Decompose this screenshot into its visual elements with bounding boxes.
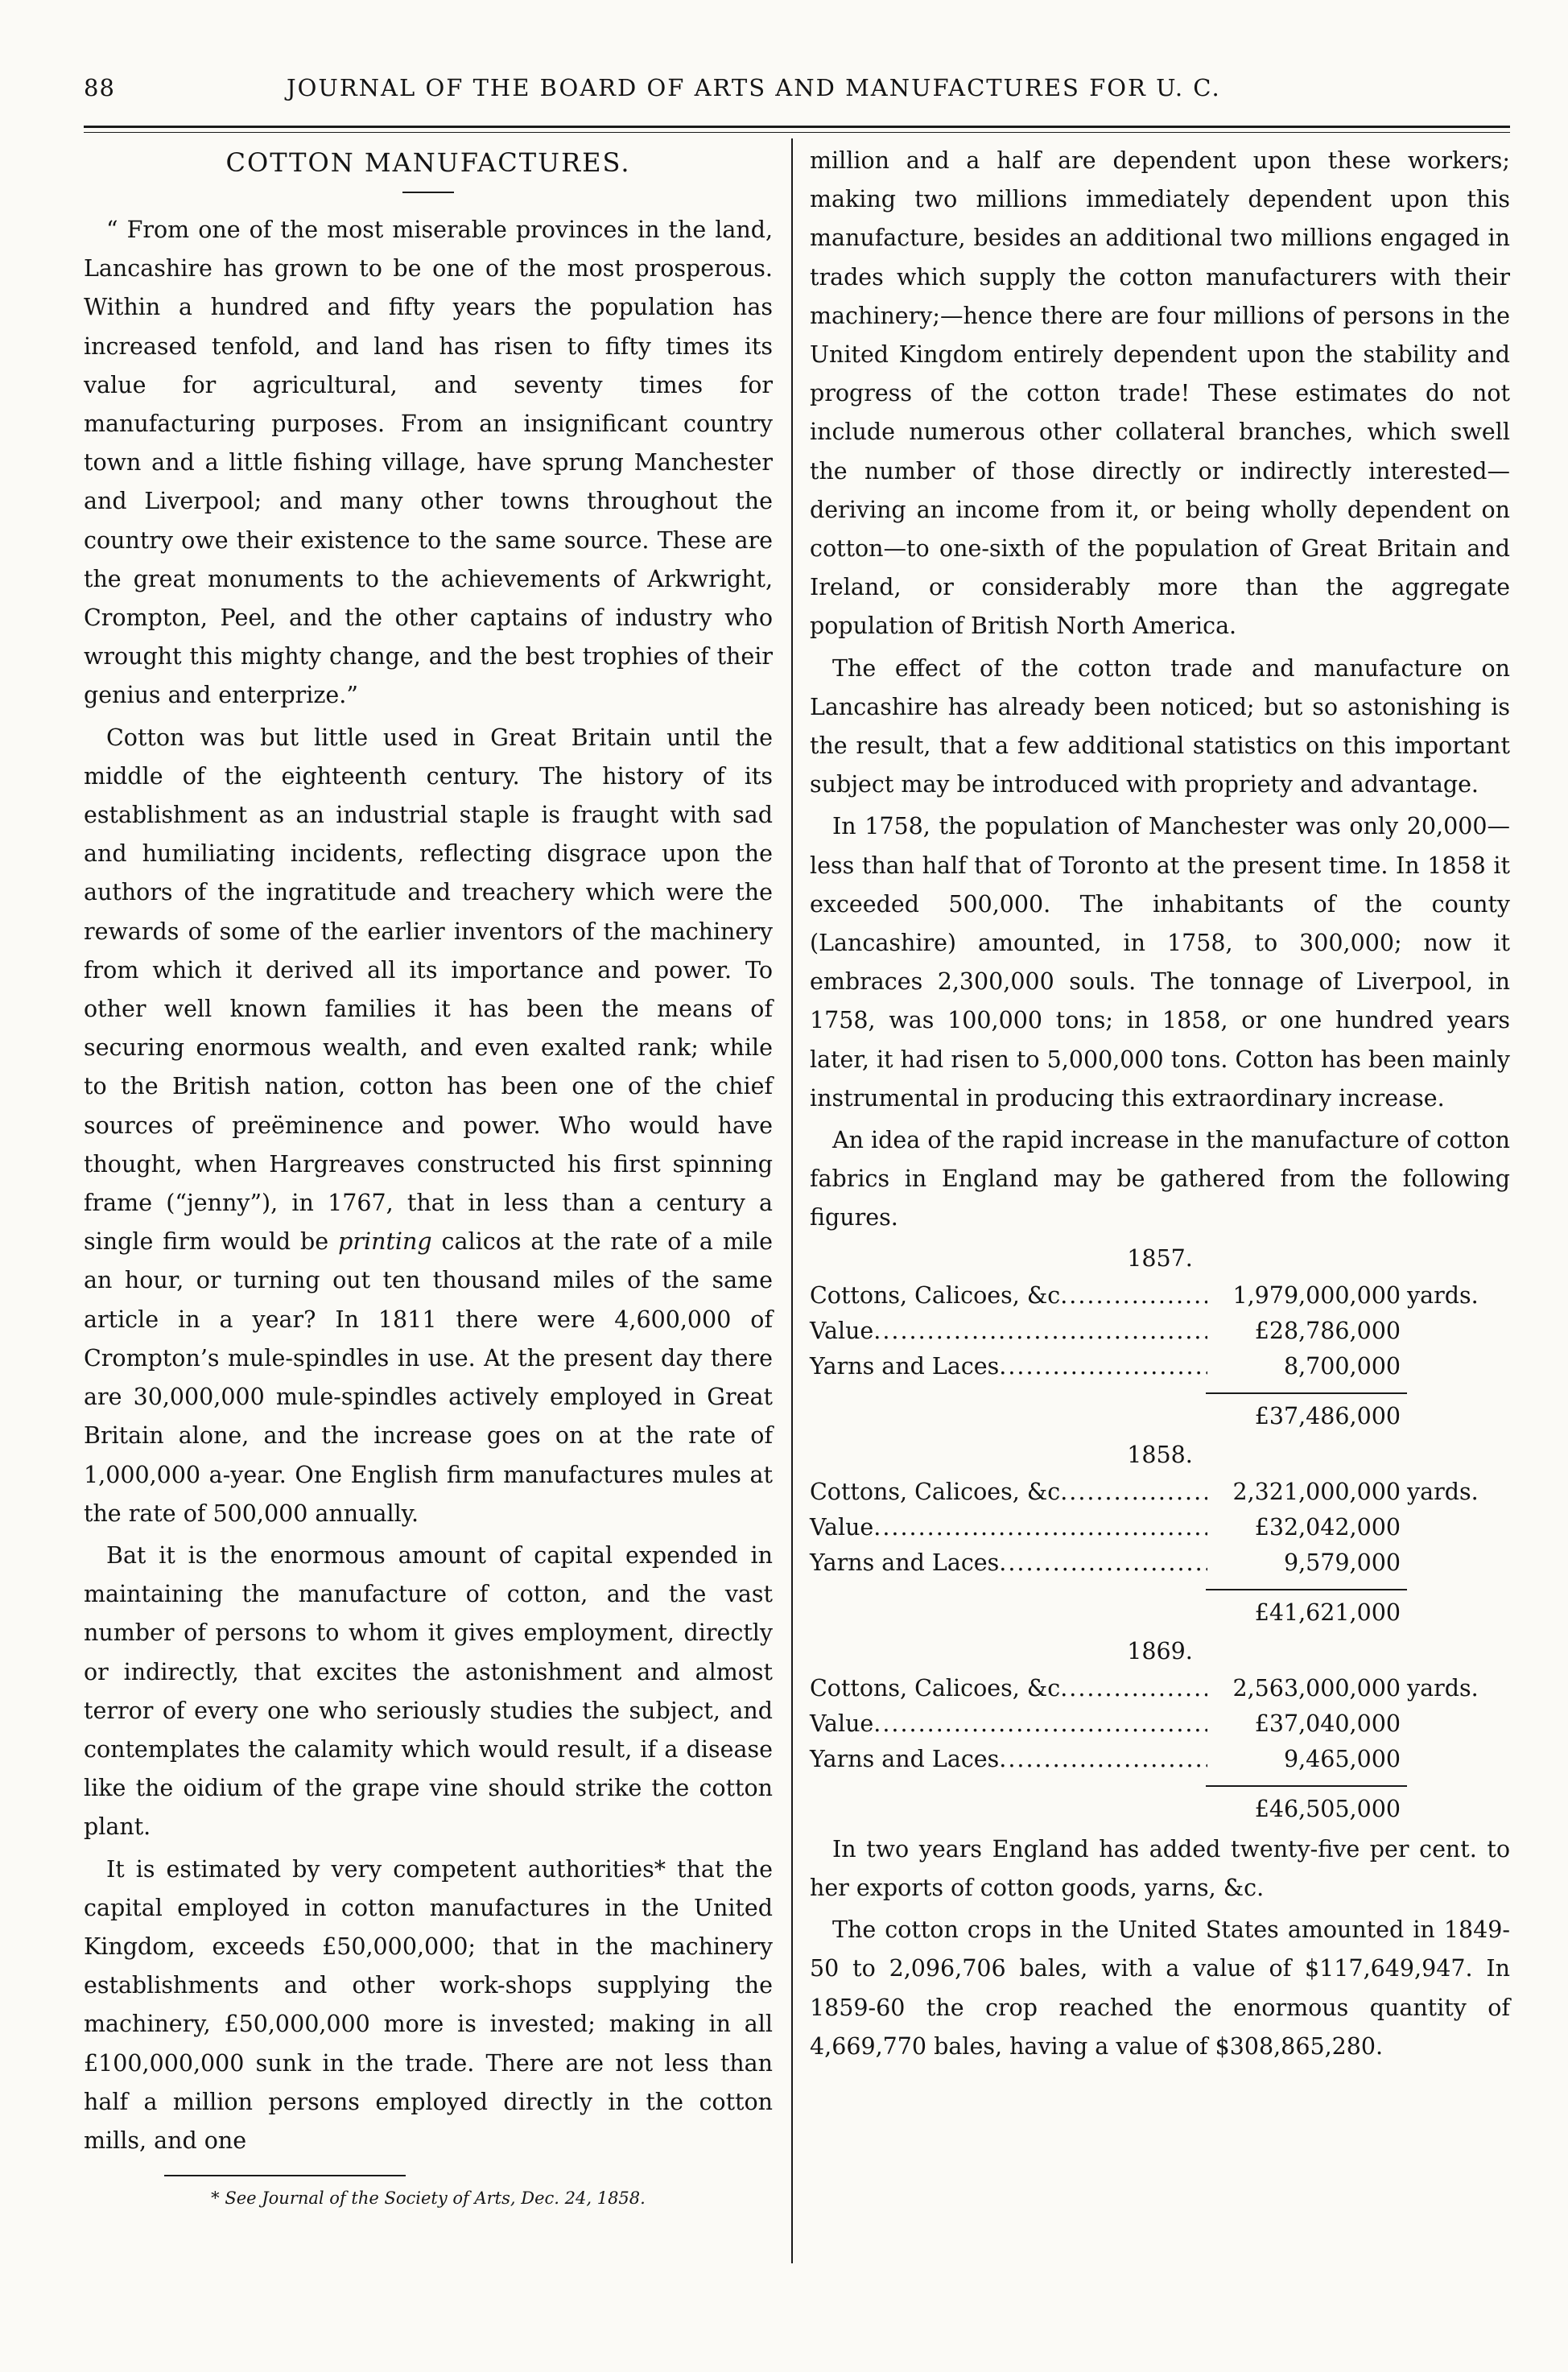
paragraph-history-end: calicos at the rate of a mile an hour, or turning out ten thousand miles of the same article in a year? In 1811 there were 4,600,000 of Crompton’s mule-spindles in use. At the present day there are 30,000,000 mule-spindles actively employed in Great Britain alone, and the increase goes on at the rate of 1,000,000 a-year. One English firm manufactures mules at the rate of 500,000 annually. xyxy=(84,1228,773,1527)
stat-value: 9,465,000 xyxy=(1283,1745,1401,1772)
stat-value: 1,979,000,000 xyxy=(1232,1281,1401,1309)
paragraph-history xyxy=(84,719,773,1533)
left-column xyxy=(84,142,773,2210)
footnote-journal: Journal of the Society of Arts, xyxy=(262,2188,516,2209)
leader-dots xyxy=(873,1510,1207,1545)
paragraph-history-start: Cotton was but little used in Great Britain until the middle of the eighteenth century. The history of its establishment as an industrial staple is fraught with sad and humiliating incidents, reflecting disgrace upon the authors of the ingratitude and treachery which were the rewards of some of the earlier inventors of the machinery from which it derived all its importance and power. To other well known families it has been the means of securing enormous wealth, and even exalted rank; while to the British nation, cotton has been one of the chief sources of preëminence and power. Who would have thought, when Hargreaves constructed his first spinning frame (“jenny”), in 1767, that in less than a century a single firm would be xyxy=(84,724,773,1256)
stat-row xyxy=(810,1706,1510,1742)
paragraph-figures-intro: An idea of the rapid increase in the manufacture of cotton fabrics in England may be gathered from the following figures. xyxy=(810,1127,1510,1231)
paragraph-us-crops: The cotton crops in the United States amounted in 1849-50 to 2,096,706 bales, with a value of $117,649,947. In 1859-60 the crop reached the enormous quantity of 4,669,770 bales, having a value of $308,865,280. xyxy=(810,1916,1510,2060)
paragraph-exports: In two years England has added twenty-five per cent. to her exports of cotton goods, yarns, &c. xyxy=(810,1835,1510,1901)
stat-value: £37,040,000 xyxy=(1254,1710,1401,1737)
stat-label: Value xyxy=(810,1710,874,1737)
stat-label: Value xyxy=(810,1513,874,1541)
leader-dots xyxy=(873,1314,1207,1349)
stat-unit: yards. xyxy=(1407,1281,1479,1309)
stats-year: 1869. xyxy=(1127,1637,1193,1665)
stat-row xyxy=(810,1671,1510,1706)
stat-unit: yards. xyxy=(1407,1478,1479,1505)
stat-row xyxy=(810,1475,1510,1510)
paragraph-dependents: million and a half are dependent upon these workers; making two millions immediately dependent upon this manufacture, besides an additional two millions engaged in trades which supply the cotton manufacturers with their machinery;—hence there are four millions of persons in the United Kingdom entirely dependent upon the stability and progress of the cotton trade! These estimates do not include numerous other collateral branches, which swell the number of those directly or indirectly interested—deriving an income from it, or being wholly dependent on cotton—to one-sixth of the population of Great Britain and Ireland, or considerably more than the aggregate population of British North America. xyxy=(810,147,1510,640)
leader-dots xyxy=(1060,1475,1207,1510)
stat-unit xyxy=(1401,1742,1510,1777)
sum-rule xyxy=(1206,1785,1407,1787)
stat-label: Yarns and Laces xyxy=(810,1352,1000,1380)
right-column xyxy=(810,142,1510,2069)
sum-rule xyxy=(1206,1392,1407,1394)
leader-dots xyxy=(873,1706,1207,1742)
stat-unit-spacer xyxy=(1401,1595,1510,1631)
stat-unit xyxy=(1401,1545,1510,1581)
stat-unit-spacer xyxy=(1401,1399,1510,1434)
footnote-rule xyxy=(164,2175,406,2176)
article-title: COTTON MANUFACTURES. xyxy=(225,147,631,178)
paragraph-lancashire: The effect of the cotton trade and manufacture on Lancashire has already been noticed; but so astonishing is the result, that a few additional statistics on this important subject may be introduced with propriety and advantage. xyxy=(810,654,1510,798)
stat-value: 2,321,000,000 xyxy=(1232,1478,1401,1505)
italic-printing: printing xyxy=(338,1228,432,1256)
paragraph-quote: “ From one of the most miserable provinces in the land, Lancashire has grown to be one of the most prosperous. Within a hundred and fifty years the population has increased tenfold, and land has risen to fifty times its value for agricultural, and seventy times for manufacturing purposes. From an insignificant country town and a little fishing village, have sprung Manchester and Liverpool; and many other towns throughout the country owe their existence to the same source. These are the great monuments to the achievements of Arkwright, Crompton, Peel, and the other captains of industry who wrought this mighty change, and the best trophies of their genius and enterprize.” xyxy=(84,217,773,709)
stat-unit xyxy=(1401,1706,1510,1742)
stat-unit xyxy=(1401,1510,1510,1545)
stat-label: Yarns and Laces xyxy=(810,1549,1000,1576)
footnote-date: Dec. 24, 1858. xyxy=(515,2188,646,2209)
stat-row xyxy=(810,1278,1510,1314)
leader-dots xyxy=(999,1349,1207,1384)
stat-row xyxy=(810,1742,1510,1777)
stat-value: 2,563,000,000 xyxy=(1232,1674,1401,1702)
stat-value: £32,042,000 xyxy=(1254,1513,1401,1541)
stat-total: £41,621,000 xyxy=(1254,1599,1401,1626)
stat-unit xyxy=(1401,1349,1510,1384)
stat-total-row xyxy=(810,1399,1510,1434)
stat-label: Cottons, Calicoes, &c xyxy=(810,1478,1061,1505)
stat-unit: yards. xyxy=(1407,1674,1479,1702)
stat-value: 8,700,000 xyxy=(1283,1352,1401,1380)
stat-total: £46,505,000 xyxy=(1254,1795,1401,1822)
stat-total-row xyxy=(810,1792,1510,1827)
stats-year: 1857. xyxy=(1127,1244,1193,1272)
stats-block-1869 xyxy=(810,1634,1510,1827)
leader-dots xyxy=(999,1742,1207,1777)
stat-label: Cottons, Calicoes, &c xyxy=(810,1281,1061,1309)
stat-value: 9,579,000 xyxy=(1283,1549,1401,1576)
footnote xyxy=(84,2186,773,2210)
leader-dots xyxy=(1060,1671,1207,1706)
stat-row xyxy=(810,1314,1510,1349)
stats-block-1858 xyxy=(810,1438,1510,1631)
stat-label: Value xyxy=(810,1317,874,1344)
title-rule xyxy=(402,192,454,193)
stats-year: 1858. xyxy=(1127,1441,1193,1468)
paragraph-population: In 1758, the population of Manchester was only 20,000—less than half that of Toronto at the present time. In 1858 it exceeded 500,000. The inhabitants of the county (Lancashire) amounted, in 1758, to 300,000; now it embraces 2,300,000 souls. The tonnage of Liverpool, in 1758, was 100,000 tons; in 1858, or one hundred years later, it had risen to 5,000,000 tons. Cotton has been mainly instrumental in producing this extraordinary increase. xyxy=(810,813,1511,1112)
leader-dots xyxy=(1060,1278,1207,1314)
stat-total-row xyxy=(810,1595,1510,1631)
header-rule-thick xyxy=(84,126,1510,128)
footnote-prefix: * See xyxy=(211,2188,262,2209)
stat-row xyxy=(810,1545,1510,1581)
stat-row xyxy=(810,1349,1510,1384)
stat-unit xyxy=(1401,1314,1510,1349)
leader-dots xyxy=(999,1545,1207,1581)
stat-unit-spacer xyxy=(1401,1792,1510,1827)
column-divider xyxy=(791,138,793,2263)
paragraph-capital: Bat it is the enormous amount of capital expended in maintaining the manufacture of cotton, and the vast number of persons to whom it gives employment, directly or indirectly, that excites the astonishment and almost terror of every one who seriously studies the subject, and contemplates the calamity which would result, if a disease like the oidium of the grape vine should strike the cotton plant. xyxy=(84,1541,773,1841)
stat-row xyxy=(810,1510,1510,1545)
header-rule-thin xyxy=(84,132,1510,133)
page-number: 88 xyxy=(84,74,115,101)
stats-block-1857 xyxy=(810,1241,1510,1434)
sum-rule xyxy=(1206,1589,1407,1590)
stat-value: £28,786,000 xyxy=(1254,1317,1401,1344)
stat-label: Yarns and Laces xyxy=(810,1745,1000,1772)
stat-label: Cottons, Calicoes, &c xyxy=(810,1674,1061,1702)
paragraph-estimate: It is estimated by very competent authorities* that the capital employed in cotton manufactures in the United Kingdom, exceeds £50,000,000; that in the machinery establishments and other work-shops supplying the machinery, £50,000,000 more is invested; making in all £100,000,000 sunk in the trade. There are not less than half a million persons employed directly in the cotton mills, and one xyxy=(84,1855,773,2154)
stat-total: £37,486,000 xyxy=(1254,1402,1401,1429)
running-head: JOURNAL OF THE BOARD OF ARTS AND MANUFACTURES FOR U. C. xyxy=(287,74,1221,101)
